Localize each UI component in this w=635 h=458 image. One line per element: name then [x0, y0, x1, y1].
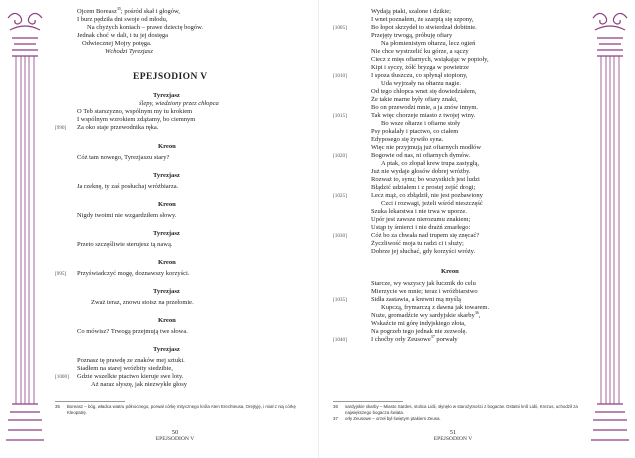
speaker-name: Tyrezjasz — [153, 288, 180, 295]
verse-line: Nuże, gromadźcie wy sardyjskie skarby$^{36}$, — [371, 309, 481, 319]
line-number: [1000] — [55, 374, 69, 380]
verse-line: Szuka lekarstwa i nie trwa w uporze. — [371, 208, 467, 215]
verse-line: Jednak choć w dali, i tu jej dosięga — [77, 32, 168, 39]
line-number: [1035] — [333, 297, 347, 303]
stage-direction: ślepy, wiedziony przez chłopca — [139, 100, 219, 107]
verse-line: Odwiecznej Mojry potęga. — [82, 40, 152, 47]
speaker-name: Kreon — [158, 259, 176, 266]
verse-line: Cóż tam nowego, Tyrezjaszu stary? — [77, 154, 170, 161]
verse-line: I choćby orły Zeusowe$^{37}$ porwały — [371, 333, 458, 343]
verse-line: Ciecz z mięs ofiarnych, wsiąkając w popioły, — [371, 56, 489, 63]
verse-line: Za oko staje przewodnika ręka. — [77, 124, 159, 131]
speaker-name: Kreon — [441, 268, 459, 275]
verse-line: Dobrze jej słuchać, gdy korzyści wróży. — [371, 248, 476, 255]
verse-line: A ptak, co złopał krew trupa zastygłą, — [381, 160, 480, 167]
verse-line: Kipi i syczy, żółć bryzga w powietrze — [371, 64, 469, 71]
verse-line: Rozważ to, synu; bo wszystkich jest ludzi — [371, 176, 480, 183]
verse-line: Siadłem na starej wróżbity siedzibie, — [77, 365, 173, 372]
verse-line: Upór jest zawsze nierozumu znakiem; — [371, 216, 471, 223]
page-number: 50 — [171, 429, 179, 436]
verse-line: Psy pokalały i ptactwo, co ciałem — [371, 128, 459, 135]
running-head: EPEJSODION V — [155, 436, 195, 442]
ionic-column-right-ornament — [591, 8, 629, 450]
verse-line: I spoza tłuszczu, co spłynął stopiony, — [371, 72, 468, 79]
verse-line: Aż naraz słyszę, jak niezwykłe głosy — [91, 381, 188, 388]
line-number: [1030] — [333, 233, 347, 239]
verse-line: Wskaźcie mi górę indyjskiego złota, — [371, 320, 466, 327]
footnote-ref[interactable]: 35 — [116, 5, 121, 11]
line-number: [1020] — [333, 153, 347, 159]
ionic-column-left-ornament — [6, 8, 44, 450]
verse-line: Nigdy twoimi nie wzgardziłem słowy. — [77, 212, 177, 219]
verse-line: Bo łopot skrzydeł to stwierdzał dobitnie. — [371, 24, 477, 31]
speaker-name: Tyrezjasz — [153, 92, 180, 99]
verse-line: Co mówisz? Trwogą przejmują twe słowa. — [77, 328, 188, 335]
verse-line: Poznasz tę prawdę ze znaków mej sztuki. — [77, 357, 185, 364]
running-head: EPEJSODION V — [433, 436, 473, 442]
verse-line: Starcze, wy wszyscy jak łucznik do celu — [371, 280, 476, 287]
footnote-number: 37 — [333, 416, 338, 421]
left-page — [55, 0, 310, 458]
verse-line: Na pogrzeb tego jednak nie zezwolę. — [371, 328, 468, 335]
footnote-rule — [55, 401, 125, 402]
verse-line: I wspólnym wzrokiem zdążamy, bo ciemnym — [77, 116, 196, 123]
verse-line: Kupczą, frymarczą z dawna jak towarem. — [381, 304, 490, 311]
verse-line: I wnet poznałem, że szarpią się szpony, — [371, 16, 474, 23]
verse-line: Cóż bo za chwała nad trupem się znęcać? — [371, 232, 480, 239]
verse-line: Sidła zastawia, a krewni mą myślą — [371, 296, 461, 303]
verse-line: Więc nie przyjmują już ofiarnych modłów — [371, 144, 482, 151]
footnote-number: 35 — [55, 404, 60, 409]
line-number: [990] — [55, 125, 67, 131]
verse-line: O Teb starszyzno, wspólnym my tu krokiem — [77, 108, 193, 115]
verse-line: Uda wyjrzały na ołtarzu nagie. — [381, 80, 461, 87]
speaker-name: Kreon — [158, 143, 176, 150]
stage-direction: Wchodzi Tyrezjasz — [105, 48, 153, 55]
verse-line: Przeto szczęśliwie sterujesz tą nawą. — [77, 241, 173, 248]
footnote-text: Boreasz – bóg, władca wiatru północnego, porwał córkę mitycznego króla Aten Erechteusa, Orejtyję, i miał z nią córkę Kleopatrę. — [67, 404, 296, 415]
verse-line: Od tego chłopca wnet się dowiedziałem, — [371, 88, 477, 95]
footnote-ref[interactable]: 36 — [474, 309, 479, 315]
speaker-name: Kreon — [158, 201, 176, 208]
page-number: 51 — [449, 429, 457, 436]
footnote — [55, 404, 303, 416]
footnote-ref[interactable]: 37 — [430, 333, 435, 339]
verse-line: Bo on przewodzi mnie, a ja znów innym. — [371, 104, 479, 111]
verse-line: I burz pędziła dni swoje od młodu, — [77, 16, 168, 23]
verse-line: Na chyżych koniach – prawe dziecię bogów. — [87, 24, 203, 31]
verse-line: Ja rzeknę, ty zaś posłuchaj wróżbiarza. — [77, 183, 179, 190]
line-number: [995] — [55, 271, 67, 277]
episode-title: EPEJSODION V — [133, 72, 208, 82]
right-page — [333, 0, 583, 458]
verse-line: Tak więc chorzeje miasto z twojej winy. — [371, 112, 476, 119]
verse-line: Ojcem Boreasz$^{35}$; pośród skał i głogów, — [77, 5, 180, 15]
speaker-name: Kreon — [158, 317, 176, 324]
footnote-text: sardyjskie skarby – Miasto Sardes, stolica Lidii, słynęło w starożytności z bogactw. Ostatni król Lidii, Krezus, uchodził za największego bogacza świata. — [345, 404, 578, 415]
verse-line: Przejęty trwogą, próbuję ofiary — [371, 32, 453, 39]
verse-line: Wydają ptaki, szalone i dzikie; — [371, 8, 451, 15]
verse-line: Że takie marne były ofiary znaki, — [371, 96, 458, 103]
page-footer — [393, 430, 513, 442]
verse-line: Mierzycie we mnie; teraz i wróżbiarstwo — [371, 288, 478, 295]
verse-line: Życzliwość moja tu radzi ci i służy; — [371, 240, 464, 247]
speaker-name: Tyrezjasz — [153, 346, 180, 353]
footnote-number: 36 — [333, 404, 338, 409]
line-number: [1005] — [333, 25, 347, 31]
verse-line: Ustąp ty śmierci i nie drażń zmarłego: — [371, 224, 471, 231]
page-footer — [115, 430, 235, 442]
verse-line: Edyposego się żywiło syna. — [371, 136, 444, 143]
line-number: [1025] — [333, 193, 347, 199]
verse-line: Gdzie wszelkie ptactwo kieruje swe loty. — [77, 373, 184, 380]
page-gutter — [318, 0, 319, 458]
verse-line: Nie chce wystrzelić ku górze, a sączy — [371, 48, 469, 55]
line-number: [1010] — [333, 73, 347, 79]
footnote — [333, 404, 581, 416]
verse-line: Czci i rozwagi, jeżeli wśród nieszczęść — [381, 200, 483, 207]
speaker-name: Tyrezjasz — [153, 172, 180, 179]
verse-line: Zważ teraz, znowu stoisz na przełomie. — [91, 299, 194, 306]
line-number: [1040] — [333, 337, 347, 343]
verse-line: Lecz mąż, co zbłądził, nie jest pozbawiony — [371, 192, 483, 199]
footnote-rule — [333, 401, 403, 402]
footnote — [333, 416, 581, 422]
verse-line: Bogowie od nas, ni ofiarnych dymów. — [371, 152, 471, 159]
verse-line: Przyświadczyć mogę, doznawszy korzyści. — [77, 270, 190, 277]
verse-line: Bo wsze ołtarze i ofiarne stoły — [381, 120, 461, 127]
verse-line: Błądzić udziałem i z prostej zejść drogi; — [371, 184, 476, 191]
speaker-name: Tyrezjasz — [153, 230, 180, 237]
verse-line: Na płomienistym ołtarzu, lecz ogień — [381, 40, 476, 47]
verse-line: Już nie wydaje głosów dobrej wróżby. — [371, 168, 471, 175]
footnote-text: orły Zeusowe – orzeł był świętym ptakiem Zeusa. — [345, 416, 441, 421]
line-number: [1015] — [333, 113, 347, 119]
